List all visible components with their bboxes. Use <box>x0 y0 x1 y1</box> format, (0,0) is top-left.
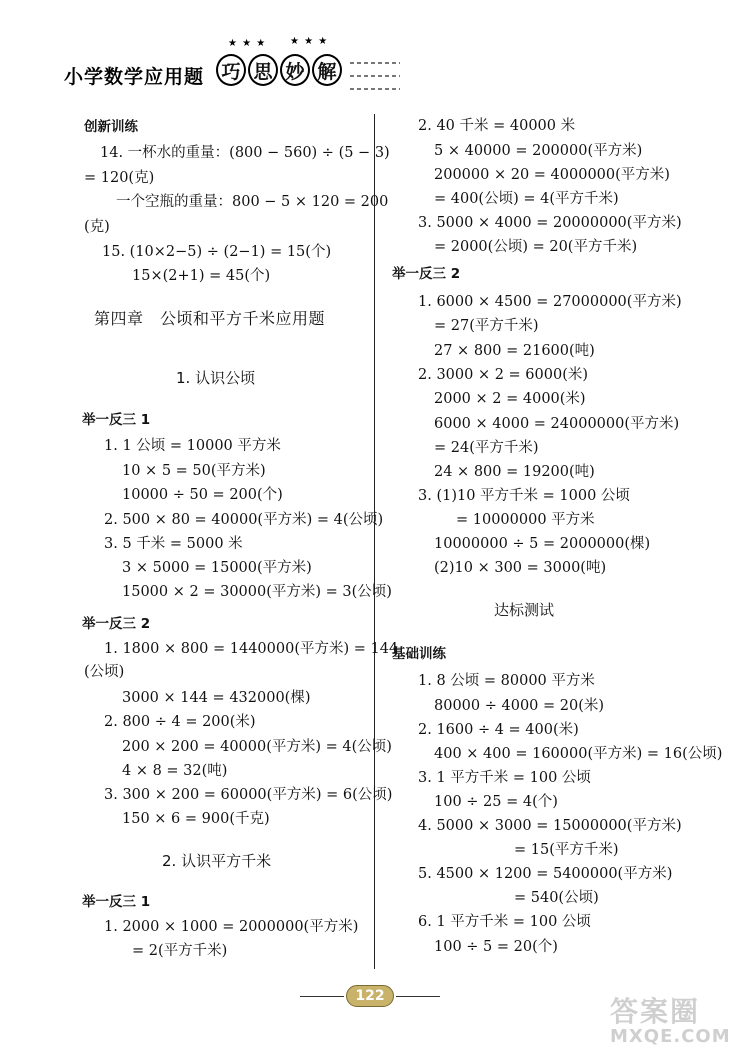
answer-line: 6. 1 平方千米 = 100 公顷 <box>418 914 591 930</box>
answer-line: 4 × 8 = 32(吨) <box>122 763 228 779</box>
answer-line: 3. 300 × 200 = 60000(平方米) = 6(公顷) <box>104 787 393 803</box>
footer-rule <box>300 996 344 997</box>
answer-line: = 10000000 平方米 <box>456 512 595 528</box>
answer-line: 100 ÷ 25 = 4(个) <box>434 794 558 810</box>
answer-line: 24 × 800 = 19200(吨) <box>434 464 595 480</box>
answer-line: 15. (10×2−5) ÷ (2−1) = 15(个) <box>102 244 332 260</box>
answer-line: 200 × 200 = 40000(平方米) = 4(公顷) <box>122 739 392 755</box>
footer-rule <box>396 996 440 997</box>
answer-line: 4. 5000 × 3000 = 15000000(平方米) <box>418 818 682 834</box>
answer-line: 200000 × 20 = 4000000(平方米) <box>434 167 670 183</box>
section-label: 创新训练 <box>84 119 138 135</box>
page-number: 122 <box>346 985 394 1007</box>
answer-line: 6000 × 4000 = 24000000(平方米) <box>434 416 680 432</box>
answer-line: 10000000 ÷ 5 = 2000000(棵) <box>434 536 651 552</box>
lesson-title: 2. 认识平方千米 <box>162 852 272 870</box>
answer-line: = 2000(公顷) = 20(平方千米) <box>434 239 638 255</box>
answer-line: 一个空瓶的重量：800 − 5 × 120 = 200 <box>116 194 389 210</box>
answer-line: (克) <box>84 219 110 235</box>
answer-line: 80000 ÷ 4000 = 20(米) <box>434 698 605 714</box>
answer-line: 3. (1)10 平方千米 = 1000 公顷 <box>418 488 630 504</box>
star-decoration-icon: ★ ★ ★ <box>290 36 329 47</box>
star-decoration-icon: ★ ★ ★ <box>228 38 267 49</box>
answer-line: 14. 一杯水的重量：(800 − 560) ÷ (5 − 3) <box>100 145 390 161</box>
watermark-url: MXQE.COM <box>610 1026 731 1047</box>
section-label: 举一反三 1 <box>82 412 151 428</box>
answer-line: = 400(公顷) = 4(平方千米) <box>434 191 619 207</box>
answer-line: = 540(公顷) <box>514 890 599 906</box>
stylized-title <box>216 54 342 86</box>
answer-line: (2)10 × 300 = 3000(吨) <box>434 560 607 576</box>
answer-line: (公顷) <box>84 664 125 680</box>
section-label: 举一反三 1 <box>82 894 151 910</box>
answer-line: 1. 1 公顷 = 10000 平方米 <box>104 438 281 454</box>
stylized-char: 思 <box>248 54 278 86</box>
stylized-char: 解 <box>312 54 342 86</box>
answer-line: 5. 4500 × 1200 = 5400000(平方米) <box>418 866 673 882</box>
stylized-char: 妙 <box>280 54 310 86</box>
page-header <box>58 36 418 98</box>
answer-line: 2. 3000 × 2 = 6000(米) <box>418 367 589 383</box>
header-ornament <box>350 62 400 90</box>
section-label: 基础训练 <box>392 646 446 662</box>
answer-line: 3000 × 144 = 432000(棵) <box>122 690 311 706</box>
answer-line: 15×(2+1) = 45(个) <box>132 268 271 284</box>
answer-line: 2. 40 千米 = 40000 米 <box>418 118 576 134</box>
answer-line: 3. 1 平方千米 = 100 公顷 <box>418 770 591 786</box>
section-label: 举一反三 2 <box>392 266 461 282</box>
answer-line: 100 ÷ 5 = 20(个) <box>434 939 558 955</box>
stylized-char: 巧 <box>216 54 246 86</box>
answer-line: 3 × 5000 = 15000(平方米) <box>122 560 312 576</box>
answer-line: 1. 1800 × 800 = 1440000(平方米) = 144 <box>104 641 399 657</box>
lesson-title: 1. 认识公顷 <box>176 369 256 387</box>
test-title: 达标测试 <box>494 601 555 619</box>
answer-line: 10 × 5 = 50(平方米) <box>122 463 266 479</box>
answer-line: 2000 × 2 = 4000(米) <box>434 391 586 407</box>
answer-line: 2. 500 × 80 = 40000(平方米) = 4(公顷) <box>104 512 384 528</box>
answer-line: 2. 1600 ÷ 4 = 400(米) <box>418 722 579 738</box>
column-divider <box>374 114 375 969</box>
answer-line: 15000 × 2 = 30000(平方米) = 3(公顷) <box>122 584 392 600</box>
answer-line: = 24(平方千米) <box>434 440 539 456</box>
answer-line: 400 × 400 = 160000(平方米) = 16(公顷) <box>434 746 723 762</box>
answer-line: 2. 800 ÷ 4 = 200(米) <box>104 714 256 730</box>
answer-line: = 2(平方千米) <box>132 943 228 959</box>
answer-line: 10000 ÷ 50 = 200(个) <box>122 487 283 503</box>
chapter-title: 第四章 公顷和平方千米应用题 <box>94 309 326 328</box>
page-footer <box>300 985 440 1009</box>
answer-line: 1. 8 公顷 = 80000 平方米 <box>418 673 595 689</box>
answer-line: 3. 5 千米 = 5000 米 <box>104 536 243 552</box>
section-label: 举一反三 2 <box>82 616 151 632</box>
answer-line: 27 × 800 = 21600(吨) <box>434 343 595 359</box>
answer-line: 1. 6000 × 4500 = 27000000(平方米) <box>418 294 682 310</box>
answer-line: 1. 2000 × 1000 = 2000000(平方米) <box>104 919 359 935</box>
answer-line: = 15(平方千米) <box>514 842 619 858</box>
watermark-text: 答案圈 <box>610 995 701 1028</box>
answer-line: = 27(平方千米) <box>434 318 539 334</box>
answer-line: 3. 5000 × 4000 = 20000000(平方米) <box>418 215 682 231</box>
answer-line: 150 × 6 = 900(千克) <box>122 811 270 827</box>
watermark <box>610 990 731 1047</box>
book-title: 小学数学应用题 <box>64 66 205 88</box>
answer-line: 5 × 40000 = 200000(平方米) <box>434 143 643 159</box>
answer-line: = 120(克) <box>84 170 155 186</box>
